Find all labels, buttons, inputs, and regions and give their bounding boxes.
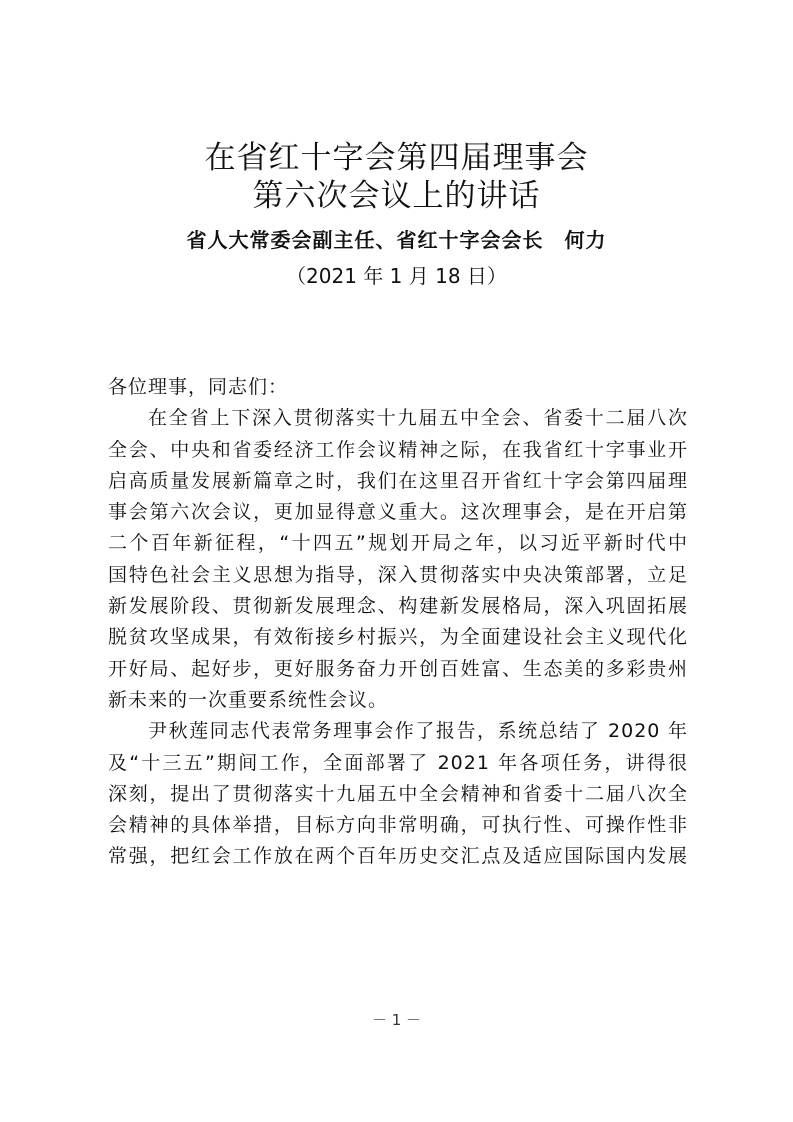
- paragraph2-line: 及“十三五”期间工作，全面部署了 2021 年各项任务，讲得很: [108, 751, 688, 774]
- paragraph2-line: 会精神的具体举措，目标方向非常明确，可执行性、可操作性非: [108, 814, 688, 837]
- paragraph1-line: 启高质量发展新篇章之时，我们在这里召开省红十字会第四届理: [108, 469, 688, 492]
- document-author: 省人大常委会副主任、省红十字会会长 何力: [186, 228, 607, 252]
- paragraph1-line: 新发展阶段、贯彻新发展理念、构建新发展格局，深入巩固拓展: [108, 595, 688, 618]
- page-number: － 1 －: [371, 1011, 422, 1029]
- paragraph1-line: 在全省上下深入贯彻落实十九届五中全会、省委十二届八次: [148, 407, 688, 430]
- paragraph2-line: 尹秋莲同志代表常务理事会作了报告，系统总结了 2020 年: [148, 720, 688, 743]
- paragraph1-line: 二个百年新征程，“十四五”规划开局之年，以习近平新时代中: [108, 532, 688, 555]
- document-title-line1: 在省红十字会第四届理事会: [204, 140, 589, 176]
- document-body: [108, 372, 688, 873]
- paragraph1-line: 新未来的一次重要系统性会议。: [108, 688, 389, 711]
- document-date: （2021 年 1 月 18 日）: [286, 264, 507, 288]
- paragraph1-line: 开好局、起好步，更好服务奋力开创百姓富、生态美的多彩贵州: [108, 657, 688, 680]
- paragraph1-line: 全会、中央和省委经济工作会议精神之际，在我省红十字事业开: [108, 438, 688, 461]
- paragraph2-line: 深刻，提出了贯彻落实十九届五中全会精神和省委十二届八次全: [108, 782, 688, 805]
- salutation: 各位理事，同志们：: [108, 376, 289, 398]
- paragraph1-line: 脱贫攻坚成果，有效衔接乡村振兴，为全面建设社会主义现代化: [108, 626, 688, 649]
- document-title-line2: 第六次会议上的讲话: [252, 178, 541, 214]
- paragraph1-line: 事会第六次会议，更加显得意义重大。这次理事会，是在开启第: [108, 501, 688, 524]
- paragraph2-line: 常强，把红会工作放在两个百年历史交汇点及适应国际国内发展: [108, 845, 688, 868]
- paragraph1-line: 国特色社会主义思想为指导，深入贯彻落实中央决策部署，立足: [108, 563, 688, 586]
